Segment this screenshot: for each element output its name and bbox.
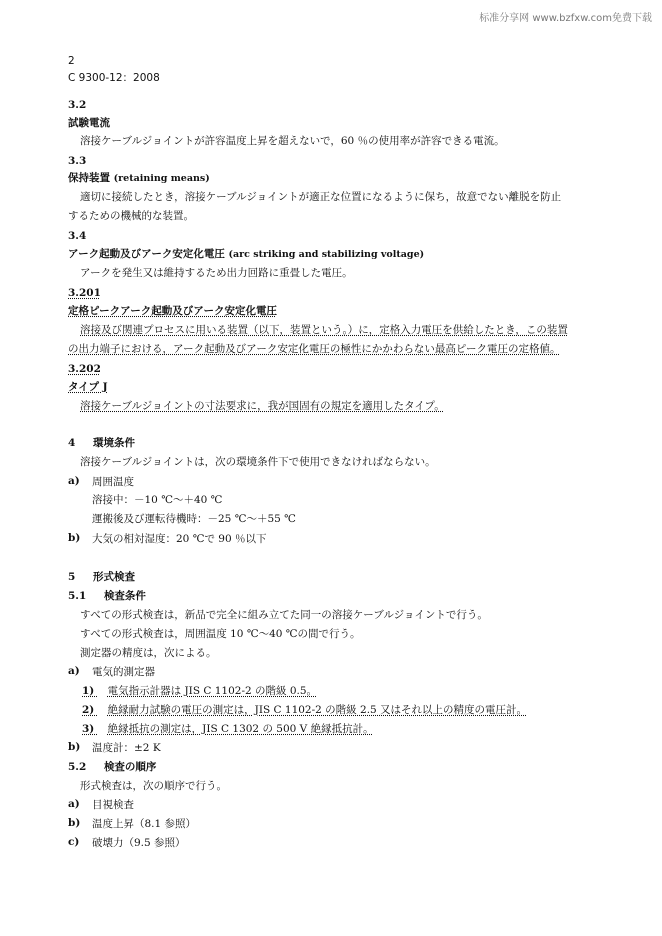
clause-3-3-body-2: するための機械的な装置。 <box>68 210 194 222</box>
clause-3-3-number: 3.3 <box>68 155 87 167</box>
section-4-item-b-text: 大気の相対湿度：20 ℃で 90 ％以下 <box>92 533 267 545</box>
clause-5-1-subitem-3-text: 絶縁抵抗の測定は，JIS C 1302 の 500 V 絶縁抵抗計。 <box>107 723 374 735</box>
clause-3-4-title <box>68 247 424 262</box>
clause-5-1-subitem-3-number: 3) <box>82 723 95 735</box>
clause-3-201-title: 定格ピークアーク起動及びアーク安定化電圧 <box>68 305 277 317</box>
clause-5-1-subitem-3 <box>82 722 374 736</box>
clause-5-1-subitem-2-text: 絶縁耐力試験の電圧の測定は，JIS C 1102-2 の階級 2.5 又はそれ以上の精度の電圧計。 <box>107 704 528 716</box>
clause-5-2-heading <box>68 760 156 774</box>
section-4-number: 4 <box>68 437 76 449</box>
clause-5-1-item-b-text: 温度計：±2 K <box>92 742 161 754</box>
section-4-intro: 溶接ケーブルジョイントは，次の環境条件下で使用できなければならない。 <box>80 456 436 468</box>
clause-3-3-body-1: 適切に接続したとき，溶接ケーブルジョイントが適正な位置になるように保ち，故意でない離脱を防止 <box>80 191 562 203</box>
clause-3-202-title: タイプ J <box>68 381 108 393</box>
order-item-a-text: 目視検査 <box>92 799 134 811</box>
clause-5-1-item-b-label: b) <box>68 741 81 753</box>
section-4-item-a-2: 運搬後及び運転待機時：－25 ℃～＋55 ℃ <box>92 513 296 525</box>
standard-id: C 9300-12：2008 <box>68 72 160 84</box>
clause-5-1-subitem-2 <box>82 703 527 717</box>
clause-3-2-body: 溶接ケーブルジョイントが許容温度上昇を超えないで，60 ％の使用率が許容できる電流。 <box>80 135 505 147</box>
clause-3-201-body-2: の出力端子における，アーク起動及びアーク安定化電圧の極性にかかわらない最高ピーク電圧の定格値。 <box>68 343 561 355</box>
watermark: 标准分享网 www.bzfxw.com免费下载 <box>479 13 652 24</box>
order-item-c-text: 破壊力（9.5 参照） <box>92 837 186 849</box>
clause-3-4-body: アークを発生又は維持するため出力回路に重畳した電圧。 <box>80 267 353 279</box>
clause-5-1-number: 5.1 <box>68 590 87 602</box>
clause-5-1-subitem-1 <box>82 684 317 698</box>
page-number: 2 <box>68 55 75 67</box>
clause-3-4-title-en: (arc striking and stabilizing voltage) <box>228 249 425 260</box>
clause-5-1-subitem-2-number: 2) <box>82 704 95 716</box>
clause-3-3-title-ja: 保持装置 <box>68 172 110 184</box>
section-4-item-b-label: b) <box>68 532 81 544</box>
order-item-b-label: b) <box>68 817 81 829</box>
section-5-number: 5 <box>68 571 76 583</box>
clause-3-4-title-ja: アーク起動及びアーク安定化電圧 <box>68 248 225 260</box>
clause-5-1-item-a-text: 電気的測定器 <box>92 666 155 678</box>
clause-5-1-para-3: 測定器の精度は，次による。 <box>80 647 217 659</box>
clause-3-2-number: 3.2 <box>68 99 87 111</box>
clause-3-202-number: 3.202 <box>68 363 101 375</box>
clause-5-1-heading <box>68 589 146 603</box>
clause-5-1-subitem-1-text: 電気指示計器は JIS C 1102-2 の階級 0.5。 <box>107 685 318 697</box>
clause-5-1-para-1: すべての形式検査は，新品で完全に組み立てた同一の溶接ケーブルジョイントで行う。 <box>80 609 488 621</box>
order-item-c-label: c) <box>68 836 80 848</box>
section-4-heading <box>68 436 135 450</box>
clause-5-1-subitem-1-number: 1) <box>82 685 95 697</box>
order-item-a-label: a) <box>68 798 80 810</box>
clause-3-3-title-en: (retaining means) <box>113 173 210 184</box>
clause-3-201-body-1: 溶接及び関連プロセスに用いる装置（以下，装置という。）に，定格入力電圧を供給したとき，この装置 <box>80 324 568 336</box>
section-4-title: 環境条件 <box>92 437 135 449</box>
clause-5-1-title: 検査条件 <box>103 590 146 602</box>
clause-5-2-number: 5.2 <box>68 761 87 773</box>
order-item-b-text: 温度上昇（8.1 参照） <box>92 818 197 830</box>
clause-3-202-body: 溶接ケーブルジョイントの寸法要求に，我が国固有の規定を適用したタイプ。 <box>80 400 445 412</box>
clause-3-2-title: 試験電流 <box>68 117 110 129</box>
section-4-item-a-text: 周囲温度 <box>92 476 134 488</box>
clause-3-201-number: 3.201 <box>68 287 101 299</box>
clause-5-1-item-a-label: a) <box>68 665 80 677</box>
section-4-item-a-1: 溶接中：－10 ℃～＋40 ℃ <box>92 494 223 506</box>
clause-5-2-para: 形式検査は，次の順序で行う。 <box>80 780 227 792</box>
section-5-heading <box>68 570 135 584</box>
clause-3-3-title <box>68 171 210 186</box>
section-4-item-a-label: a) <box>68 475 80 487</box>
section-5-title: 形式検査 <box>92 571 135 583</box>
clause-5-2-title: 検査の順序 <box>103 761 157 773</box>
clause-3-4-number: 3.4 <box>68 230 87 242</box>
clause-5-1-para-2: すべての形式検査は，周囲温度 10 ℃～40 ℃の間で行う。 <box>80 628 361 640</box>
